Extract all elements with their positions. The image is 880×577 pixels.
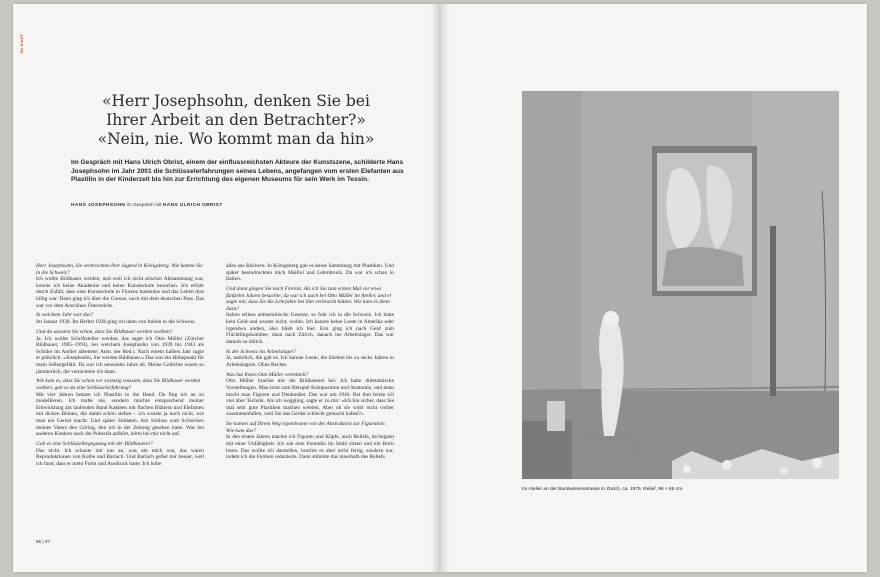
left-page: [13, 4, 440, 572]
question: Und dann gingen Sie nach Florenz. Als ich Sie zum ersten Mal vor etwa fünfzehn Jahren besuchte, da war ich auch bei Otto Müller im Atelier, und er sagte mir, dass Sie die Lehrjahre bei ihm verbracht hätten. Wie kam es denn dazu?: [226, 286, 392, 312]
question: In der Schweiz ins Arbeitslager?: [226, 348, 297, 355]
answer: Das nicht. Ich schaute mir nur an, was um mich war, das waren Reproduktionen von Kolbe und Barlach. Und Barlach gefiel mir besser, weil ich fand, dass er mehr Form und Ausdruck hatte. Ich holte: [36, 447, 204, 467]
magazine-spread: [13, 4, 867, 572]
text-column-1: [36, 263, 204, 471]
byline-connector: im Gespräch mit: [126, 203, 162, 208]
question: Und da wussten Sie schon, dass Sie Bildhauer werden wollten?: [36, 328, 173, 335]
headline-line: «Herr Josephsohn, denken Sie bei: [102, 92, 370, 110]
answer: alles aus Büchern. In Königsberg gab es keine Sammlung mit Plastiken. Und später beeindruckten mich Maillol und Lehmbruck. Da war ich schon in Italien.: [226, 263, 394, 283]
photo-caption: Im Atelier an der Burstwiesenstrasse in Zürich, ca. 1975. Relief, 95 × 65 cm.: [522, 487, 684, 492]
answer: Im Januar 1938. Im Herbst 1938 ging ich dann von Italien in die Schweiz.: [36, 319, 196, 326]
headline-line: Ihrer Arbeit an den Betrachter?»: [106, 111, 366, 129]
studio-photo-illustration: [522, 91, 839, 479]
text-column-2: [226, 263, 394, 464]
headline-line: «Nein, nie. Wo kommt man da hin»: [97, 130, 375, 148]
question: Wie kam es, dass Sie schon vor zwanzig wussten, dass Sie Bildhauer werden wollten, gab es da eine Schlüsselerfahrung?: [36, 378, 201, 391]
answer: Otto Müller brachte mir die Bildhauerei bei. Ich hatte dilettantische Vorstellungen. Man lernt zum Beispiel Komposition und Anatomie, und dann macht man Figuren und Denkmäler. Das war um 1940. Bei ihm lernte ich viel über Technik. Als ich weggiing, sagte er zu mir: «Ich bin sicher, dass Sie mal sehr gute Plastiken machen werden. Aber ob sie wohl nicht vorher zusammenfallen, weil Sie das Gerüst schlecht gemacht haben?»: [226, 378, 394, 418]
headline: [71, 92, 401, 149]
byline-interviewer: HANS ULRICH OBRIST: [162, 203, 223, 208]
section-tag: ZU GAST: [19, 34, 24, 54]
question: Herr Josephsohn, Sie verbrachten Ihre Jugend in Königsberg. Wie kamen Sie in die Schweiz?: [36, 263, 203, 276]
answer: Ja. Ich wollte Schriftsteller werden, das sagte ich Otto Müller (Zürcher Bildhauer, 1905–1993), bei welchem Josephsohn von 1939 bis 1943 als Schüler im Atelier arbeitete; Anm. der Red.). Nach einem halben Jahr sagte er plötzlich: «Josephsohn, Sie werden Bildhauer.» Das war ein Höhepunkt für mein Selbstgefühl. Da war ich neunzehn Jahre alt. Meine Gedichte waren so jämmerlich, die vernichtete ich dann.: [36, 335, 204, 375]
answer: Italien erliess antisemitische Gesetze, so fuhr ich in die Schweiz. Ich hatte kein Geld und wusste nicht, wohin. Ich kannte keine Leute in Amerika oder irgendwo anders, also blieb ich hier. Erst ging ich nach Genf zum Flüchtlingskomitee, dann nach Zürich, danach ins Arbeitslager. Das war damals so üblich.: [226, 312, 394, 345]
answer: Ja, natürlich, die gab es. Ich kannte Leute, die blieben bis zu sechs Jahren in Arbeitslagern. Ohne Rechte.: [226, 355, 394, 368]
answer: In den ersten Jahren machte ich Figuren und Köpfe, auch Reliefs, da begann mit einer Unfähigkeit. Ich sah eine Freundin im Stuhl sitzen und ein Buch lesen. Das wollte ich darstellen, brachte es aber nicht fertig, sondern nur, indem ich die Formen reduzierte. Dann stimmte das innerhalb des Reliefs.: [226, 434, 394, 461]
lead-paragraph: Im Gespräch mit Hans Ulrich Obrist, einem der einflussreichsten Akteure der Kunstszene, schilderte Hans Josephsohn im Jahr 2001 die Schlüsselerfahrungen seines Lebens, angefangen vom ersten Elefanten aus Plastilin in der Kinderzeit bis hin zur Errichtung des eigenen Museums für sein Werk im Tessin.: [71, 159, 404, 184]
page-numbers: 96 | 97: [36, 539, 50, 544]
answer: Mit vier Jahren bekam ich Plastilin in die Hand. Da fing ich an zu modellieren. Ich malte nie, sondern machte entsprechend meiner Entwicklung am laufenden Band Kakteen mit flachen Blättern und Elefanten mit dicken Beinen, die damit schön stehen – ich wusste ja noch nicht, wie man ein Gerüst macht. Und später Soldaten. Am Schluss zum Schrecken meines Vaters den Göring, den ich in der Zeitung gesehen hatte. Was bei anderen Kindern nach der Pubertät aufhört, hörte bei mir nicht auf.: [36, 391, 204, 438]
answer: Ich wollte Bildhauer werden, und weil ich nicht arischer Abstammung war, konnte ich keine Akademie und keine Kunstschule besuchen. Ich erfuhr durch Zufall, dass eine Kunstschule in Florenz kostenlos und das Leben dort billig war. Dann ging ich über die Grenze, noch mit dem deutschen Pass. Das war vor dem Anschluss Österreichs.: [36, 276, 204, 309]
question: Sie kamen auf Ihrem Weg irgendwann von der Abstraktion zur Figuration. Wie kam das?: [226, 421, 386, 434]
studio-photograph: [522, 91, 839, 479]
byline-subject: HANS JOSEPHSOHN: [71, 203, 126, 208]
right-page: [440, 4, 867, 572]
question: In welchem Jahr war das?: [36, 312, 94, 319]
question: Gab es eine Schlüsselbegegnung mit der Bildhauerei?: [36, 441, 153, 448]
question: Was hat Ihnen Otto Müller vermittelt?: [226, 371, 309, 378]
byline: [71, 203, 406, 208]
